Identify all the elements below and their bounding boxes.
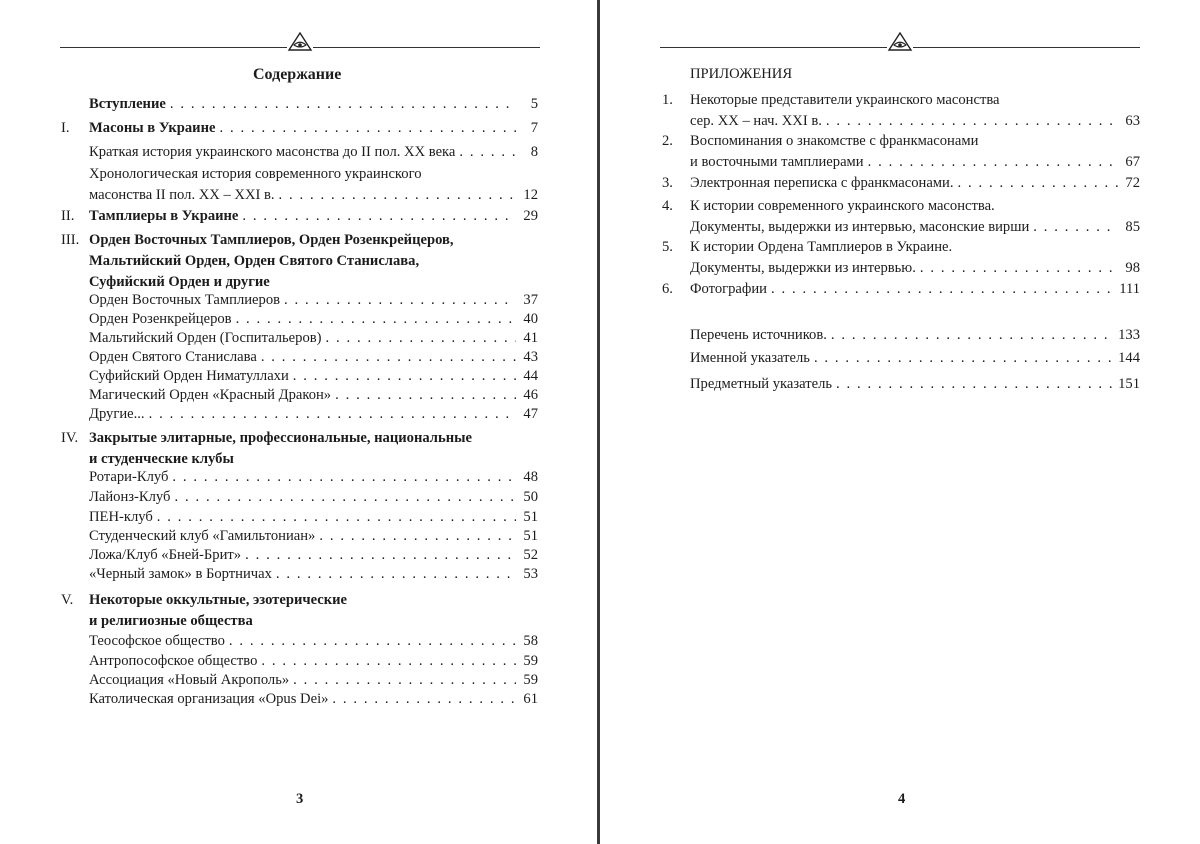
entry-title: Предметный указатель [690, 376, 833, 392]
toc-entry [89, 507, 538, 528]
toc-entry [662, 279, 1140, 300]
entry-page-number: 67 [1125, 154, 1140, 170]
entry-title: Именной указатель [690, 350, 810, 366]
dot-leader [958, 173, 1119, 194]
dot-leader [831, 325, 1114, 346]
entry-title: Ассоциация «Новый Акрополь» [89, 672, 290, 688]
eye-of-providence-icon [287, 32, 313, 52]
entry-number: 1. [662, 92, 673, 108]
page-number: 4 [898, 791, 906, 807]
entry-page-number: 43 [523, 349, 538, 365]
dot-leader [332, 689, 516, 710]
toc-entry [89, 347, 538, 368]
left-page [0, 0, 598, 844]
entry-number: II. [61, 208, 75, 224]
entry-number: 4. [662, 198, 673, 214]
entry-title: Магический Орден «Красный Дракон» [89, 387, 332, 403]
dot-leader [170, 94, 516, 115]
entry-title: Хронологическая история современного украинского [89, 166, 422, 182]
entry-title: Суфийский Орден и другие [89, 274, 270, 290]
entry-page-number: 144 [1118, 350, 1140, 366]
entry-title: Документы, выдержки из интервью, масонские вирши [690, 219, 1030, 235]
entry-number: I. [61, 120, 70, 136]
entry-page-number: 5 [530, 96, 538, 112]
dot-leader [219, 118, 516, 139]
entry-title: Суфийский Орден Ниматуллахи [89, 368, 289, 384]
entry-page-number: 63 [1125, 113, 1140, 129]
appendix-title: ПРИЛОЖЕНИЯ [690, 66, 793, 82]
entry-title: К истории Ордена Тамплиеров в Украине. [690, 239, 953, 255]
entry-page-number: 85 [1125, 219, 1140, 235]
entry-title: масонства II пол. XX – XXI в. [89, 187, 275, 203]
entry-title: Ротари-Клуб [89, 469, 169, 485]
entry-page-number: 41 [523, 330, 538, 346]
dot-leader [261, 651, 516, 672]
dot-leader [245, 545, 516, 566]
entry-page-number: 50 [523, 489, 538, 505]
toc-entry [662, 173, 1140, 194]
entry-title: Вступление [89, 96, 166, 112]
dot-leader [459, 142, 516, 163]
toc-title: Содержание [253, 66, 342, 83]
toc-entry [89, 487, 538, 508]
entry-title: Католическая организация «Opus Dei» [89, 691, 329, 707]
entry-page-number: 48 [523, 469, 538, 485]
book-spine [597, 0, 600, 844]
entry-title: Орден Восточных Тамплиеров, Орден Розенкрейцеров, [89, 232, 454, 248]
right-page [602, 0, 1200, 844]
toc-entry [89, 366, 538, 387]
entry-title: ПЕН-клуб [89, 509, 153, 525]
toc-entry [690, 325, 1140, 346]
toc-entry [89, 564, 538, 585]
entry-page-number: 51 [523, 509, 538, 525]
entry-page-number: 29 [523, 208, 538, 224]
dot-leader [242, 206, 516, 227]
toc-entry [89, 631, 538, 652]
toc-entry [61, 428, 538, 470]
entry-page-number: 61 [523, 691, 538, 707]
entry-title: Студенческий клуб «Гамильтониан» [89, 528, 316, 544]
entry-page-number: 40 [523, 311, 538, 327]
entry-title: Электронная переписка с франкмасонами. [690, 175, 954, 191]
entry-title: «Черный замок» в Бортничах [89, 566, 272, 582]
dot-leader [326, 328, 517, 349]
entry-title: Масоны в Украине [89, 120, 216, 136]
entry-number: IV. [61, 430, 79, 446]
toc-entry [662, 131, 1140, 173]
toc-entry [89, 142, 538, 163]
toc-entry [89, 689, 538, 710]
entry-title: Некоторые представители украинского масонства [690, 92, 1000, 108]
entry-page-number: 111 [1119, 281, 1140, 297]
entry-title: и студенческие клубы [89, 451, 234, 467]
entry-title: сер. XX – нач. XXI в. [690, 113, 822, 129]
entry-page-number: 47 [523, 406, 538, 422]
entry-title: Документы, выдержки из интервью. [690, 260, 916, 276]
entry-title: и восточными тамплиерами [690, 154, 864, 170]
entry-page-number: 72 [1125, 175, 1140, 191]
toc-entry [662, 237, 1140, 279]
dot-leader [1033, 217, 1118, 238]
entry-page-number: 59 [523, 672, 538, 688]
entry-page-number: 58 [523, 633, 538, 649]
toc-entry [89, 467, 538, 488]
entry-page-number: 151 [1118, 376, 1140, 392]
dot-leader [826, 111, 1118, 132]
dot-leader [174, 487, 516, 508]
entry-title: Фотографии [690, 281, 767, 297]
entry-title: Антропософское общество [89, 653, 258, 669]
dot-leader [279, 185, 516, 206]
entry-title: Ложа/Клуб «Бней-Брит» [89, 547, 242, 563]
toc-entry [662, 196, 1140, 238]
toc-entry [89, 670, 538, 691]
entry-page-number: 98 [1125, 260, 1140, 276]
dot-leader [920, 258, 1118, 279]
entry-number: 6. [662, 281, 673, 297]
toc-entry [89, 651, 538, 672]
entry-page-number: 12 [523, 187, 538, 203]
dot-leader [293, 366, 516, 387]
entry-title: и религиозные общества [89, 613, 253, 629]
toc-entry [89, 309, 538, 330]
toc-entry [690, 374, 1140, 395]
dot-leader [814, 348, 1114, 369]
dot-leader [149, 404, 516, 425]
entry-page-number: 133 [1118, 327, 1140, 343]
entry-number: 3. [662, 175, 673, 191]
entry-title: Теософское общество [89, 633, 225, 649]
entry-title: Мальтийский Орден, Орден Святого Станислава, [89, 253, 420, 269]
toc-entry [89, 545, 538, 566]
toc-entry [89, 328, 538, 349]
toc-entry [89, 526, 538, 547]
dot-leader [236, 309, 516, 330]
dot-leader [319, 526, 516, 547]
entry-title: Орден Восточных Тамплиеров [89, 292, 281, 308]
dot-leader [172, 467, 516, 488]
toc-entry [89, 164, 538, 206]
entry-page-number: 37 [523, 292, 538, 308]
dot-leader [229, 631, 516, 652]
entry-title: Краткая история украинского масонства до II пол. XX века [89, 144, 456, 160]
entry-title: Тамплиеры в Украине [89, 208, 239, 224]
entry-title: Лайонз-Клуб [89, 489, 171, 505]
entry-title: Некоторые оккультные, эзотерические [89, 592, 348, 608]
toc-entry [61, 118, 538, 139]
entry-page-number: 52 [523, 547, 538, 563]
dot-leader [276, 564, 516, 585]
dot-leader [335, 385, 516, 406]
entry-page-number: 8 [530, 144, 538, 160]
toc-entry [662, 90, 1140, 132]
entry-number: V. [61, 592, 74, 608]
entry-title: Другие... [89, 406, 145, 422]
entry-page-number: 46 [523, 387, 538, 403]
dot-leader [836, 374, 1114, 395]
dot-leader [868, 152, 1118, 173]
toc-entry [61, 590, 538, 632]
entry-page-number: 59 [523, 653, 538, 669]
page-number: 3 [296, 791, 304, 807]
dot-leader [293, 670, 516, 691]
entry-page-number: 7 [530, 120, 538, 136]
entry-title: Перечень источников. [690, 327, 827, 343]
entry-number: III. [61, 232, 80, 248]
entry-title: Закрытые элитарные, профессиональные, национальные [89, 430, 472, 446]
entry-title: Воспоминания о знакомстве с франкмасонами [690, 133, 979, 149]
entry-title: К истории современного украинского масонства. [690, 198, 995, 214]
toc-entry [61, 230, 538, 293]
entry-number: 5. [662, 239, 673, 255]
toc-entry [89, 404, 538, 425]
entry-number: 2. [662, 133, 673, 149]
entry-title: Мальтийский Орден (Госпитальеров) [89, 330, 322, 346]
toc-entry [89, 290, 538, 311]
toc-entry [89, 94, 538, 115]
dot-leader [157, 507, 516, 528]
entry-page-number: 44 [523, 368, 538, 384]
eye-of-providence-icon [887, 32, 913, 52]
toc-entry [61, 206, 538, 227]
entry-title: Орден Розенкрейцеров [89, 311, 232, 327]
entry-page-number: 51 [523, 528, 538, 544]
dot-leader [261, 347, 516, 368]
toc-entry [89, 385, 538, 406]
toc-entry [690, 348, 1140, 369]
dot-leader [284, 290, 516, 311]
dot-leader [771, 279, 1115, 300]
entry-page-number: 53 [523, 566, 538, 582]
entry-title: Орден Святого Станислава [89, 349, 257, 365]
